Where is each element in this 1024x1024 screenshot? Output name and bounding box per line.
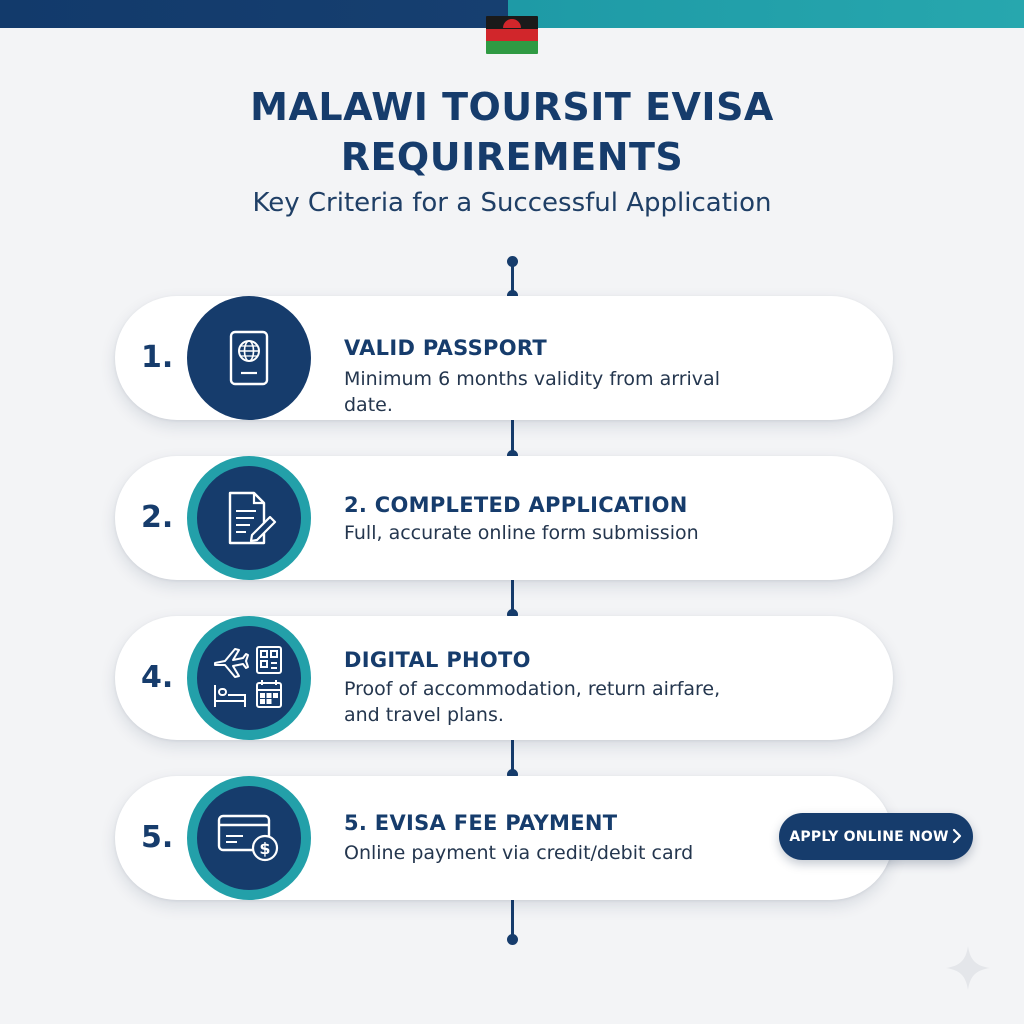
passport-icon: [187, 296, 311, 420]
page-title-line-1: MALAWI TOURSIT EVISA: [250, 85, 774, 129]
document-edit-icon: [187, 456, 311, 580]
calendar-icon: [257, 680, 281, 707]
chevron-right-icon: [951, 828, 963, 844]
requirement-card-4: [115, 776, 893, 900]
top-banner-teal: [508, 0, 1024, 28]
card-heading: VALID PASSPORT: [344, 336, 548, 360]
requirement-card-2: [115, 456, 893, 580]
top-banner-navy: [0, 0, 508, 28]
card-heading: 2. COMPLETED APPLICATION: [344, 493, 688, 517]
step-number: 5.: [141, 820, 174, 855]
apply-online-label: APPLY ONLINE NOW: [789, 828, 949, 845]
travel-plans-icon: [187, 616, 311, 740]
card-description: Online payment via credit/debit card: [344, 842, 694, 864]
step-number: 4.: [141, 660, 174, 695]
payment-card-icon: [187, 776, 311, 900]
step-number: 1.: [141, 340, 174, 375]
card-description: Proof of accommodation, return airfare, and travel plans.: [344, 678, 721, 726]
card-heading: 5. EVISA FEE PAYMENT: [344, 811, 618, 835]
plane-icon: [215, 649, 248, 677]
qr-code-icon: [257, 647, 281, 673]
page-title: [0, 82, 1024, 182]
timeline-dot: [507, 256, 518, 267]
requirement-card-3: [115, 616, 893, 740]
timeline-connector: [511, 900, 514, 938]
card-description: Full, accurate online form submission: [344, 522, 699, 544]
page-title-line-2: REQUIREMENTS: [340, 135, 684, 179]
card-description: Minimum 6 months validity from arrival date.: [344, 368, 720, 416]
page-subtitle: Key Criteria for a Successful Application: [252, 188, 772, 218]
timeline-dot: [507, 934, 518, 945]
card-heading: DIGITAL PHOTO: [344, 648, 531, 672]
step-number: 2.: [141, 500, 174, 535]
sparkle-icon: [944, 944, 992, 992]
requirement-card-1: [115, 296, 893, 420]
svg-text:$: $: [259, 839, 271, 858]
apply-online-button[interactable]: [779, 813, 973, 860]
malawi-flag-icon: [486, 16, 538, 54]
bed-icon: [215, 685, 245, 707]
